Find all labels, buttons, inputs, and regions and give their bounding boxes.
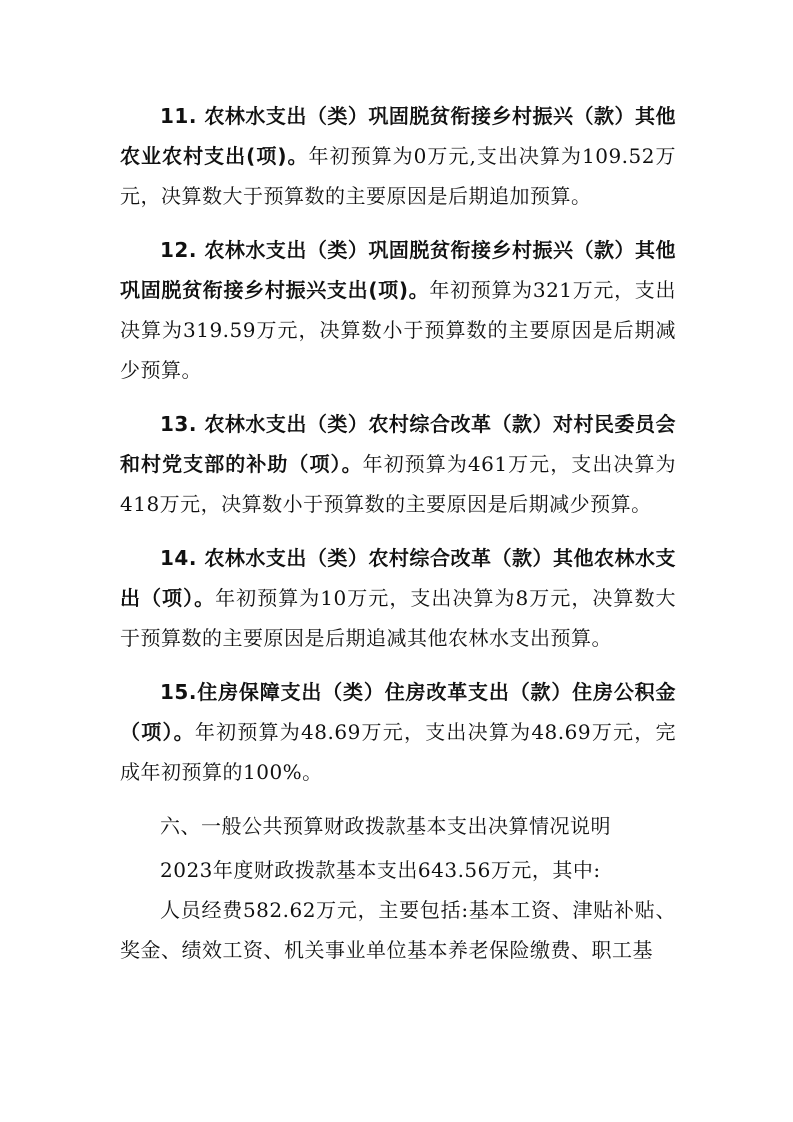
budget-item-12 [120, 230, 676, 390]
budget-item-13 [120, 404, 676, 524]
item-body: 年初预算为48.69万元，支出决算为48.69万元，完成年初预算的100%。 [120, 720, 676, 784]
document-page [120, 96, 676, 970]
budget-item-14 [120, 538, 676, 658]
section-heading: 六、一般公共预算财政拨款基本支出决算情况说明 [160, 814, 611, 838]
item-title: 15.住房保障支出（类）住房改革支出（款）住房公积金（项）。 [120, 680, 676, 744]
item-body: 年初预算为10万元，支出决算为8万元，决算数大于预算数的主要原因是后期追减其他农林水支出预算。 [120, 586, 676, 650]
item-body: 年初预算为321万元，支出决算为319.59万元，决算数小于预算数的主要原因是后期减少预算。 [120, 278, 676, 382]
budget-item-15 [120, 672, 676, 792]
item-title: 14. 农林水支出（类）农村综合改革（款）其他农林水支出（项）。 [120, 546, 676, 610]
item-title: 12. 农林水支出（类）巩固脱贫衔接乡村振兴（款）其他巩固脱贫衔接乡村振兴支出(项)。 [120, 238, 676, 302]
item-body: 年初预算为0万元,支出决算为109.52万元，决算数大于预算数的主要原因是后期追加预算。 [120, 144, 677, 208]
item-title: 13. 农林水支出（类）农村综合改革（款）对村民委员会和村党支部的补助（项）。 [120, 412, 676, 476]
summary-line: 2023年度财政拨款基本支出643.56万元，其中: [160, 858, 601, 882]
item-body: 年初预算为461万元，支出决算为418万元，决算数小于预算数的主要原因是后期减少预算。 [120, 452, 676, 516]
item-title: 11. 农林水支出（类）巩固脱贫衔接乡村振兴（款）其他农业农村支出(项)。 [120, 104, 676, 168]
personnel-line: 人员经费582.62万元，主要包括:基本工资、津贴补贴、奖金、绩效工资、机关事业单位基本养老保险缴费、职工基 [120, 898, 676, 962]
budget-item-11 [120, 96, 676, 216]
